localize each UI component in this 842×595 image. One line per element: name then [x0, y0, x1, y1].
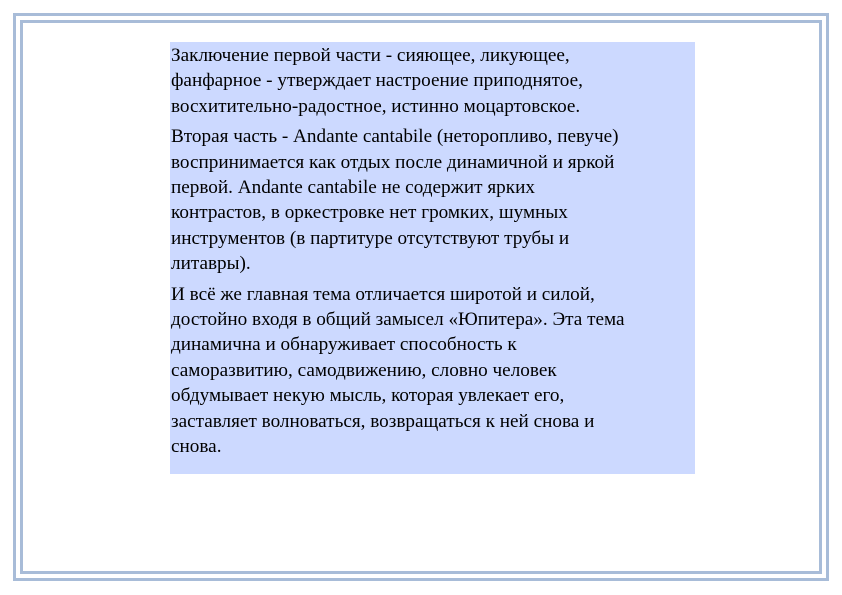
paragraph-second-movement: Вторая часть - Andante cantabile (неторопливо, певуче) воспринимается как отдых после динамичной и яркой первой. Andante cantabile не содержит ярких контрастов, в оркестровке нет громких, шумных инструментов (в партитуре отсутствуют трубы и литавры).	[171, 126, 619, 275]
paragraph-first-movement-conclusion: Заключение первой части - сияющее, ликующее, фанфарное - утверждает настроение приподнятое, восхитительно-радостное, истинно моцартовское.	[171, 45, 583, 117]
paragraph-main-theme: И всё же главная тема отличается широтой и силой, достойно входя в общий замысел «Юпитера». Эта тема динамична и обнаруживает способность к саморазвитию, самодвижению, словно человек обдумывает некую мысль, которая увлекает его, заставляет волноваться, возвращаться к ней снова и снова.	[171, 283, 625, 458]
text-box	[170, 42, 695, 474]
